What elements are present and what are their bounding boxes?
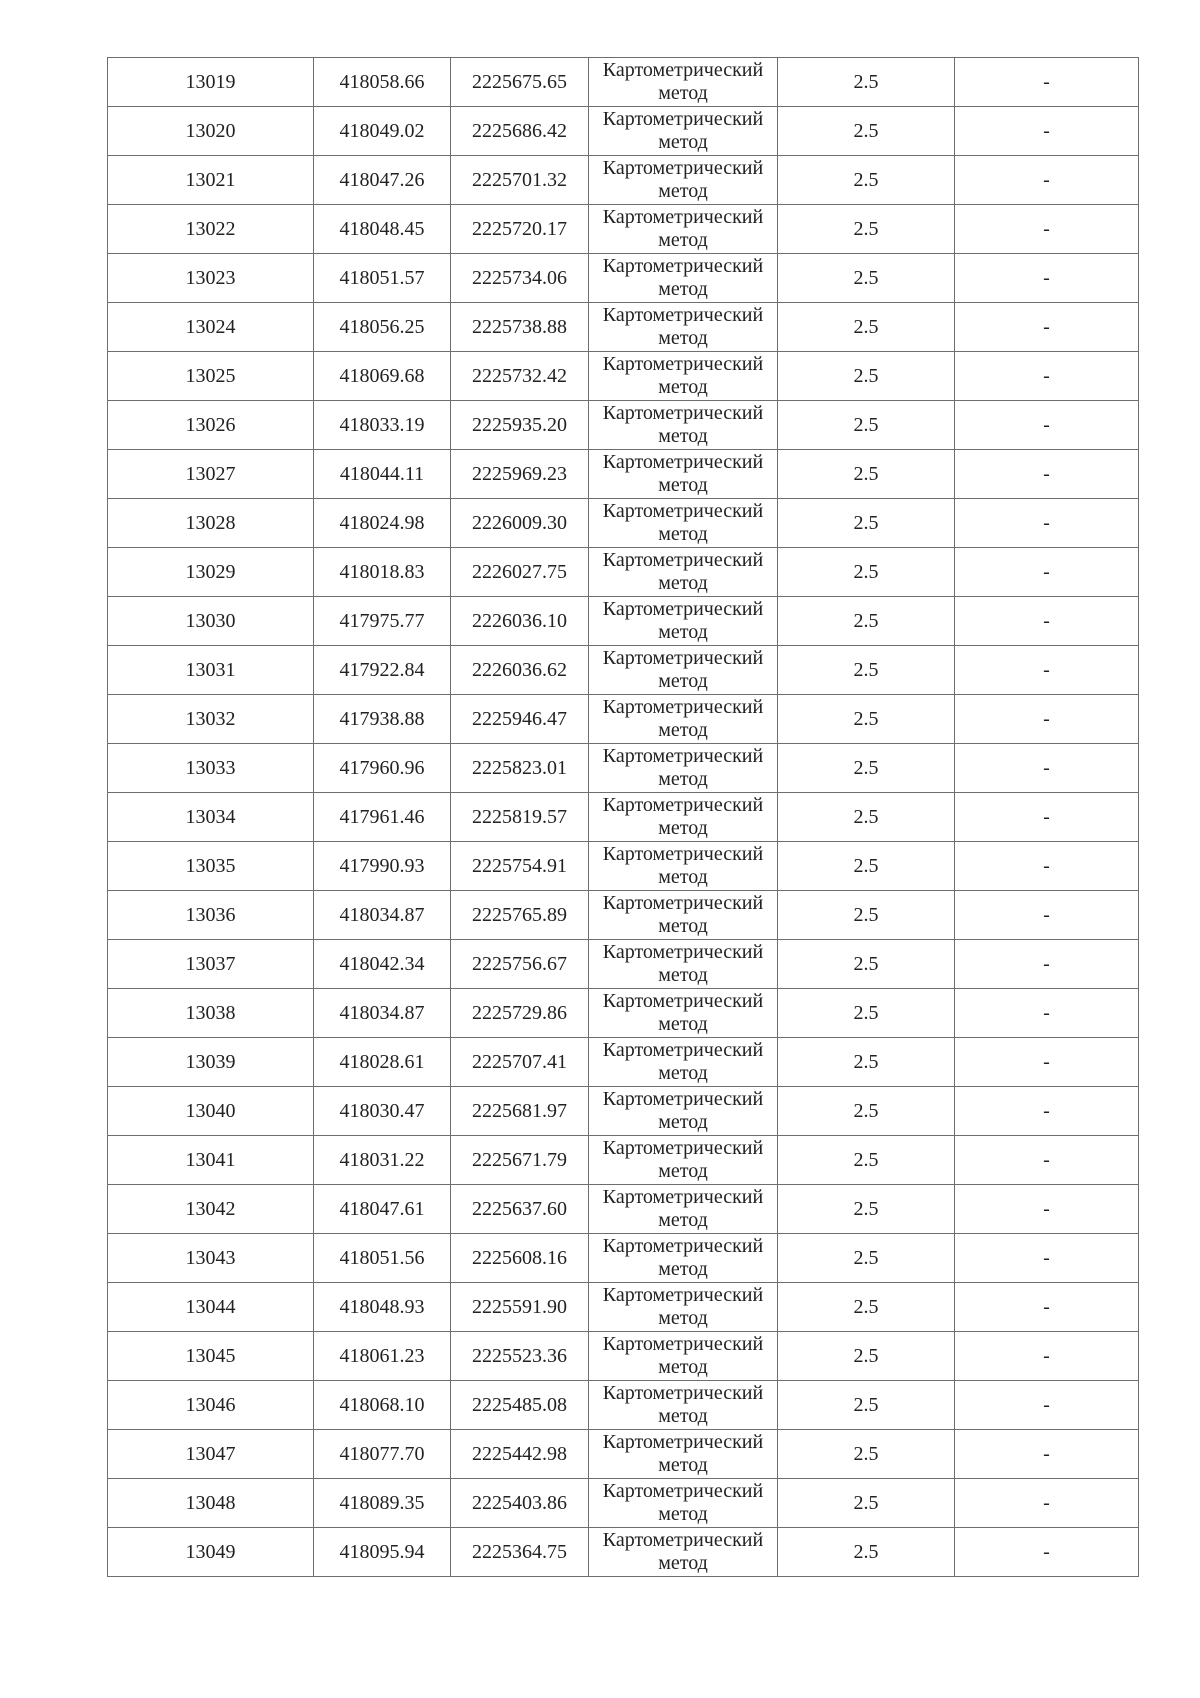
x-coordinate-cell: 418024.98 <box>314 499 451 548</box>
point-number-cell: 13030 <box>108 597 314 646</box>
x-coordinate-cell: 417975.77 <box>314 597 451 646</box>
point-number-cell: 13037 <box>108 940 314 989</box>
method-cell: Картометрический метод <box>589 1528 778 1577</box>
y-coordinate-cell: 2225608.16 <box>451 1234 589 1283</box>
table-row <box>108 156 1139 205</box>
x-coordinate-cell: 417922.84 <box>314 646 451 695</box>
point-number-cell: 13020 <box>108 107 314 156</box>
note-cell: - <box>955 352 1139 401</box>
method-cell: Картометрический метод <box>589 793 778 842</box>
method-cell: Картометрический метод <box>589 891 778 940</box>
accuracy-cell: 2.5 <box>778 254 955 303</box>
y-coordinate-cell: 2225485.08 <box>451 1381 589 1430</box>
method-cell: Картометрический метод <box>589 1087 778 1136</box>
coordinates-table <box>107 57 1139 1577</box>
method-cell: Картометрический метод <box>589 401 778 450</box>
y-coordinate-cell: 2225729.86 <box>451 989 589 1038</box>
table-row <box>108 646 1139 695</box>
x-coordinate-cell: 418044.11 <box>314 450 451 499</box>
table-row <box>108 499 1139 548</box>
accuracy-cell: 2.5 <box>778 499 955 548</box>
table-row <box>108 1479 1139 1528</box>
table-row <box>108 1038 1139 1087</box>
table-row <box>108 58 1139 107</box>
table-row <box>108 107 1139 156</box>
note-cell: - <box>955 1234 1139 1283</box>
accuracy-cell: 2.5 <box>778 940 955 989</box>
method-cell: Картометрический метод <box>589 842 778 891</box>
accuracy-cell: 2.5 <box>778 58 955 107</box>
point-number-cell: 13039 <box>108 1038 314 1087</box>
x-coordinate-cell: 418047.26 <box>314 156 451 205</box>
note-cell: - <box>955 1381 1139 1430</box>
table-row <box>108 450 1139 499</box>
table-row <box>108 891 1139 940</box>
point-number-cell: 13021 <box>108 156 314 205</box>
method-cell: Картометрический метод <box>589 303 778 352</box>
table-row <box>108 989 1139 1038</box>
point-number-cell: 13041 <box>108 1136 314 1185</box>
method-cell: Картометрический метод <box>589 1185 778 1234</box>
table-row <box>108 1430 1139 1479</box>
table-row <box>108 1332 1139 1381</box>
method-cell: Картометрический метод <box>589 107 778 156</box>
point-number-cell: 13028 <box>108 499 314 548</box>
x-coordinate-cell: 418068.10 <box>314 1381 451 1430</box>
y-coordinate-cell: 2225819.57 <box>451 793 589 842</box>
note-cell: - <box>955 1479 1139 1528</box>
x-coordinate-cell: 418069.68 <box>314 352 451 401</box>
accuracy-cell: 2.5 <box>778 1381 955 1430</box>
accuracy-cell: 2.5 <box>778 1332 955 1381</box>
accuracy-cell: 2.5 <box>778 597 955 646</box>
table-row <box>108 842 1139 891</box>
note-cell: - <box>955 1136 1139 1185</box>
point-number-cell: 13033 <box>108 744 314 793</box>
note-cell: - <box>955 842 1139 891</box>
point-number-cell: 13045 <box>108 1332 314 1381</box>
y-coordinate-cell: 2225935.20 <box>451 401 589 450</box>
method-cell: Картометрический метод <box>589 744 778 793</box>
y-coordinate-cell: 2225686.42 <box>451 107 589 156</box>
method-cell: Картометрический метод <box>589 1479 778 1528</box>
point-number-cell: 13023 <box>108 254 314 303</box>
y-coordinate-cell: 2225701.32 <box>451 156 589 205</box>
y-coordinate-cell: 2225969.23 <box>451 450 589 499</box>
x-coordinate-cell: 418030.47 <box>314 1087 451 1136</box>
method-cell: Картометрический метод <box>589 548 778 597</box>
point-number-cell: 13044 <box>108 1283 314 1332</box>
method-cell: Картометрический метод <box>589 352 778 401</box>
accuracy-cell: 2.5 <box>778 1283 955 1332</box>
point-number-cell: 13040 <box>108 1087 314 1136</box>
table-row <box>108 793 1139 842</box>
note-cell: - <box>955 450 1139 499</box>
method-cell: Картометрический метод <box>589 1283 778 1332</box>
accuracy-cell: 2.5 <box>778 1528 955 1577</box>
table-row <box>108 1528 1139 1577</box>
y-coordinate-cell: 2225442.98 <box>451 1430 589 1479</box>
note-cell: - <box>955 891 1139 940</box>
accuracy-cell: 2.5 <box>778 205 955 254</box>
table-row <box>108 303 1139 352</box>
y-coordinate-cell: 2225756.67 <box>451 940 589 989</box>
accuracy-cell: 2.5 <box>778 646 955 695</box>
accuracy-cell: 2.5 <box>778 1038 955 1087</box>
table-row <box>108 1283 1139 1332</box>
x-coordinate-cell: 418033.19 <box>314 401 451 450</box>
point-number-cell: 13022 <box>108 205 314 254</box>
accuracy-cell: 2.5 <box>778 1087 955 1136</box>
x-coordinate-cell: 418034.87 <box>314 989 451 1038</box>
accuracy-cell: 2.5 <box>778 989 955 1038</box>
x-coordinate-cell: 418056.25 <box>314 303 451 352</box>
x-coordinate-cell: 417990.93 <box>314 842 451 891</box>
point-number-cell: 13042 <box>108 1185 314 1234</box>
note-cell: - <box>955 401 1139 450</box>
table-row <box>108 1234 1139 1283</box>
table-row <box>108 940 1139 989</box>
accuracy-cell: 2.5 <box>778 156 955 205</box>
accuracy-cell: 2.5 <box>778 450 955 499</box>
method-cell: Картометрический метод <box>589 1430 778 1479</box>
y-coordinate-cell: 2225765.89 <box>451 891 589 940</box>
note-cell: - <box>955 744 1139 793</box>
x-coordinate-cell: 417938.88 <box>314 695 451 744</box>
note-cell: - <box>955 1185 1139 1234</box>
method-cell: Картометрический метод <box>589 1234 778 1283</box>
y-coordinate-cell: 2226009.30 <box>451 499 589 548</box>
method-cell: Картометрический метод <box>589 695 778 744</box>
table-row <box>108 1381 1139 1430</box>
y-coordinate-cell: 2226036.62 <box>451 646 589 695</box>
x-coordinate-cell: 418048.45 <box>314 205 451 254</box>
note-cell: - <box>955 254 1139 303</box>
point-number-cell: 13027 <box>108 450 314 499</box>
x-coordinate-cell: 418047.61 <box>314 1185 451 1234</box>
x-coordinate-cell: 417960.96 <box>314 744 451 793</box>
table-row <box>108 352 1139 401</box>
note-cell: - <box>955 1430 1139 1479</box>
y-coordinate-cell: 2225707.41 <box>451 1038 589 1087</box>
accuracy-cell: 2.5 <box>778 793 955 842</box>
method-cell: Картометрический метод <box>589 646 778 695</box>
method-cell: Картометрический метод <box>589 1381 778 1430</box>
x-coordinate-cell: 418051.57 <box>314 254 451 303</box>
method-cell: Картометрический метод <box>589 940 778 989</box>
y-coordinate-cell: 2225637.60 <box>451 1185 589 1234</box>
y-coordinate-cell: 2225823.01 <box>451 744 589 793</box>
table-row <box>108 548 1139 597</box>
note-cell: - <box>955 499 1139 548</box>
point-number-cell: 13047 <box>108 1430 314 1479</box>
y-coordinate-cell: 2225754.91 <box>451 842 589 891</box>
x-coordinate-cell: 418058.66 <box>314 58 451 107</box>
y-coordinate-cell: 2225523.36 <box>451 1332 589 1381</box>
accuracy-cell: 2.5 <box>778 1234 955 1283</box>
method-cell: Картометрический метод <box>589 450 778 499</box>
x-coordinate-cell: 418048.93 <box>314 1283 451 1332</box>
point-number-cell: 13019 <box>108 58 314 107</box>
method-cell: Картометрический метод <box>589 58 778 107</box>
table-row <box>108 205 1139 254</box>
x-coordinate-cell: 418051.56 <box>314 1234 451 1283</box>
method-cell: Картометрический метод <box>589 1332 778 1381</box>
y-coordinate-cell: 2225364.75 <box>451 1528 589 1577</box>
point-number-cell: 13046 <box>108 1381 314 1430</box>
accuracy-cell: 2.5 <box>778 1185 955 1234</box>
note-cell: - <box>955 1283 1139 1332</box>
method-cell: Картометрический метод <box>589 1038 778 1087</box>
point-number-cell: 13029 <box>108 548 314 597</box>
x-coordinate-cell: 418049.02 <box>314 107 451 156</box>
coordinates-table-body <box>108 58 1139 1577</box>
method-cell: Картометрический метод <box>589 989 778 1038</box>
method-cell: Картометрический метод <box>589 156 778 205</box>
note-cell: - <box>955 989 1139 1038</box>
method-cell: Картометрический метод <box>589 499 778 548</box>
point-number-cell: 13035 <box>108 842 314 891</box>
point-number-cell: 13049 <box>108 1528 314 1577</box>
point-number-cell: 13048 <box>108 1479 314 1528</box>
accuracy-cell: 2.5 <box>778 891 955 940</box>
y-coordinate-cell: 2225946.47 <box>451 695 589 744</box>
method-cell: Картометрический метод <box>589 254 778 303</box>
accuracy-cell: 2.5 <box>778 107 955 156</box>
table-row <box>108 1185 1139 1234</box>
x-coordinate-cell: 418095.94 <box>314 1528 451 1577</box>
y-coordinate-cell: 2225732.42 <box>451 352 589 401</box>
point-number-cell: 13026 <box>108 401 314 450</box>
y-coordinate-cell: 2226027.75 <box>451 548 589 597</box>
table-row <box>108 254 1139 303</box>
accuracy-cell: 2.5 <box>778 548 955 597</box>
accuracy-cell: 2.5 <box>778 842 955 891</box>
x-coordinate-cell: 418034.87 <box>314 891 451 940</box>
note-cell: - <box>955 58 1139 107</box>
note-cell: - <box>955 1087 1139 1136</box>
point-number-cell: 13031 <box>108 646 314 695</box>
note-cell: - <box>955 107 1139 156</box>
x-coordinate-cell: 418018.83 <box>314 548 451 597</box>
y-coordinate-cell: 2225681.97 <box>451 1087 589 1136</box>
accuracy-cell: 2.5 <box>778 1136 955 1185</box>
x-coordinate-cell: 418061.23 <box>314 1332 451 1381</box>
x-coordinate-cell: 418042.34 <box>314 940 451 989</box>
point-number-cell: 13038 <box>108 989 314 1038</box>
y-coordinate-cell: 2225720.17 <box>451 205 589 254</box>
table-row <box>108 695 1139 744</box>
point-number-cell: 13024 <box>108 303 314 352</box>
note-cell: - <box>955 548 1139 597</box>
y-coordinate-cell: 2225403.86 <box>451 1479 589 1528</box>
note-cell: - <box>955 793 1139 842</box>
y-coordinate-cell: 2225671.79 <box>451 1136 589 1185</box>
table-row <box>108 1087 1139 1136</box>
method-cell: Картометрический метод <box>589 597 778 646</box>
point-number-cell: 13036 <box>108 891 314 940</box>
note-cell: - <box>955 940 1139 989</box>
note-cell: - <box>955 695 1139 744</box>
accuracy-cell: 2.5 <box>778 1479 955 1528</box>
accuracy-cell: 2.5 <box>778 401 955 450</box>
point-number-cell: 13034 <box>108 793 314 842</box>
accuracy-cell: 2.5 <box>778 303 955 352</box>
y-coordinate-cell: 2225675.65 <box>451 58 589 107</box>
table-row <box>108 597 1139 646</box>
x-coordinate-cell: 418089.35 <box>314 1479 451 1528</box>
x-coordinate-cell: 418077.70 <box>314 1430 451 1479</box>
point-number-cell: 13025 <box>108 352 314 401</box>
point-number-cell: 13032 <box>108 695 314 744</box>
note-cell: - <box>955 156 1139 205</box>
method-cell: Картометрический метод <box>589 1136 778 1185</box>
note-cell: - <box>955 1332 1139 1381</box>
accuracy-cell: 2.5 <box>778 744 955 793</box>
note-cell: - <box>955 205 1139 254</box>
x-coordinate-cell: 418031.22 <box>314 1136 451 1185</box>
note-cell: - <box>955 303 1139 352</box>
note-cell: - <box>955 597 1139 646</box>
accuracy-cell: 2.5 <box>778 352 955 401</box>
y-coordinate-cell: 2225591.90 <box>451 1283 589 1332</box>
y-coordinate-cell: 2225734.06 <box>451 254 589 303</box>
accuracy-cell: 2.5 <box>778 695 955 744</box>
method-cell: Картометрический метод <box>589 205 778 254</box>
point-number-cell: 13043 <box>108 1234 314 1283</box>
accuracy-cell: 2.5 <box>778 1430 955 1479</box>
table-row <box>108 401 1139 450</box>
table-row <box>108 744 1139 793</box>
table-row <box>108 1136 1139 1185</box>
x-coordinate-cell: 417961.46 <box>314 793 451 842</box>
y-coordinate-cell: 2226036.10 <box>451 597 589 646</box>
note-cell: - <box>955 1038 1139 1087</box>
x-coordinate-cell: 418028.61 <box>314 1038 451 1087</box>
note-cell: - <box>955 1528 1139 1577</box>
note-cell: - <box>955 646 1139 695</box>
y-coordinate-cell: 2225738.88 <box>451 303 589 352</box>
